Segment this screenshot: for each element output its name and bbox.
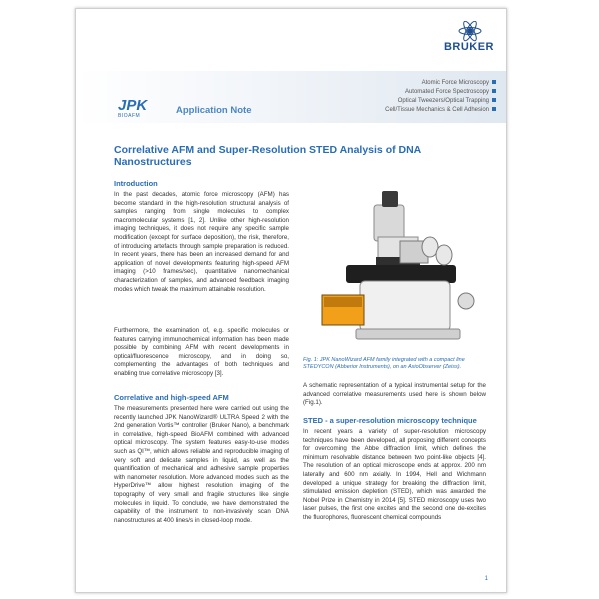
service-item: Cell/Tissue Mechanics & Cell Adhesion [336,106,496,115]
square-bullet-icon [492,107,496,111]
jpk-logo-sub: BIOAFM [118,113,141,119]
service-item: Automated Force Spectroscopy [336,88,496,97]
sted-heading: STED - a super-resolution microscopy technique [303,416,477,425]
schematic-paragraph: A schematic representation of a typical instrumental setup for the advanced correlative measurements used here is shown below (Fig.1). [303,382,486,407]
bruker-wordmark: BRUKER [443,41,494,53]
square-bullet-icon [492,98,496,102]
document-page [75,8,507,593]
jpk-logo: JPK [118,97,148,114]
intro-heading: Introduction [114,179,158,188]
sted-paragraph: In recent years a variety of super-resolution microscopy techniques have been developed, all proposing different concepts for overcoming the Abbe diffraction limit, which defines the minimum resolvable distance between two point-like objects [4]. The resolution of an optical microscope ends at approx. 200 nm laterally and 600 nm axially. In 1994, Hell and Wichmann developed a unique strategy for breaking the diffraction limit, stimulated emission depletion (STED), which was awarded the Nobel Prize in Chemistry in 2014 [5]. STED microscopy uses two laser pulses, the first one excites and the second one de-excites the fluorophores, fluorescent chemical compounds [303,428,486,521]
correlative-paragraph: The measurements presented here were carried out using the recently launched JPK NanoWizard® ULTRA Speed 2 with the 2nd generation Vortis™ controller (Bruker Nano), a benchmark in correlative, high-speed BioAFM combined with advanced optical microscopy. The system features easy-to-use modes such as QI™, which allows reliable and reproducible imaging of very soft and delicate samples in liquid, as well as the quantification of mechanical and adhesive sample properties with nanometer resolution. More advanced modes such as the HyperDrive™ allow highest resolution imaging of the topography of very small and fragile structures like single molecules in liquid. To conclude, we have demonstrated the capability of the instrument to non-invasively scan DNA nanostructures at 400 lines/s in closed-loop mode. [114,405,289,524]
intro-paragraph-1: In the past decades, atomic force microscopy (AFM) has become standard in the high-resolution structural analysis of samples ranging from single molecules to complex macromolecular systems [1, 2]. Unlike other high-resolution imaging techniques, it does not require any specific sample modification (except for surface deposition), the risk, therefore, of introducing artefacts through sample preparation is reduced. In recent years, there has been an increased demand for and application of novel developments featuring high-speed AFM imaging (>10 frames/sec), quantitative nanomechanical characterization of samples, and advanced feedback imaging modes which tweak the maximum attainable resolution. [114,191,289,293]
intro-paragraph-2: Furthermore, the examination of, e.g. specific molecules or features carrying immunochemical information has been made possible by combining AFM with recent developments in optical/fluorescence microscopy, and in doing so, complementing the advantages of both techniques and enabling true correlative microscopy [3]. [114,327,289,377]
service-item: Atomic Force Microscopy [336,79,496,88]
microscope-image [316,191,486,351]
service-item: Optical Tweezers/Optical Trapping [336,97,496,106]
page-number: 1 [484,576,488,582]
correlative-heading: Correlative and high-speed AFM [114,393,229,402]
square-bullet-icon [492,89,496,93]
application-note-label: Application Note [176,105,252,116]
service-list [336,79,496,115]
document-title: Correlative AFM and Super-Resolution STED Analysis of DNA Nanostructures [114,144,421,168]
square-bullet-icon [492,80,496,84]
figure-caption: Fig. 1: JPK NanoWizard AFM family integrated with a compact line STEDYCON (Abberior Instruments), on an AxioObserver (Zeiss). [303,357,465,370]
